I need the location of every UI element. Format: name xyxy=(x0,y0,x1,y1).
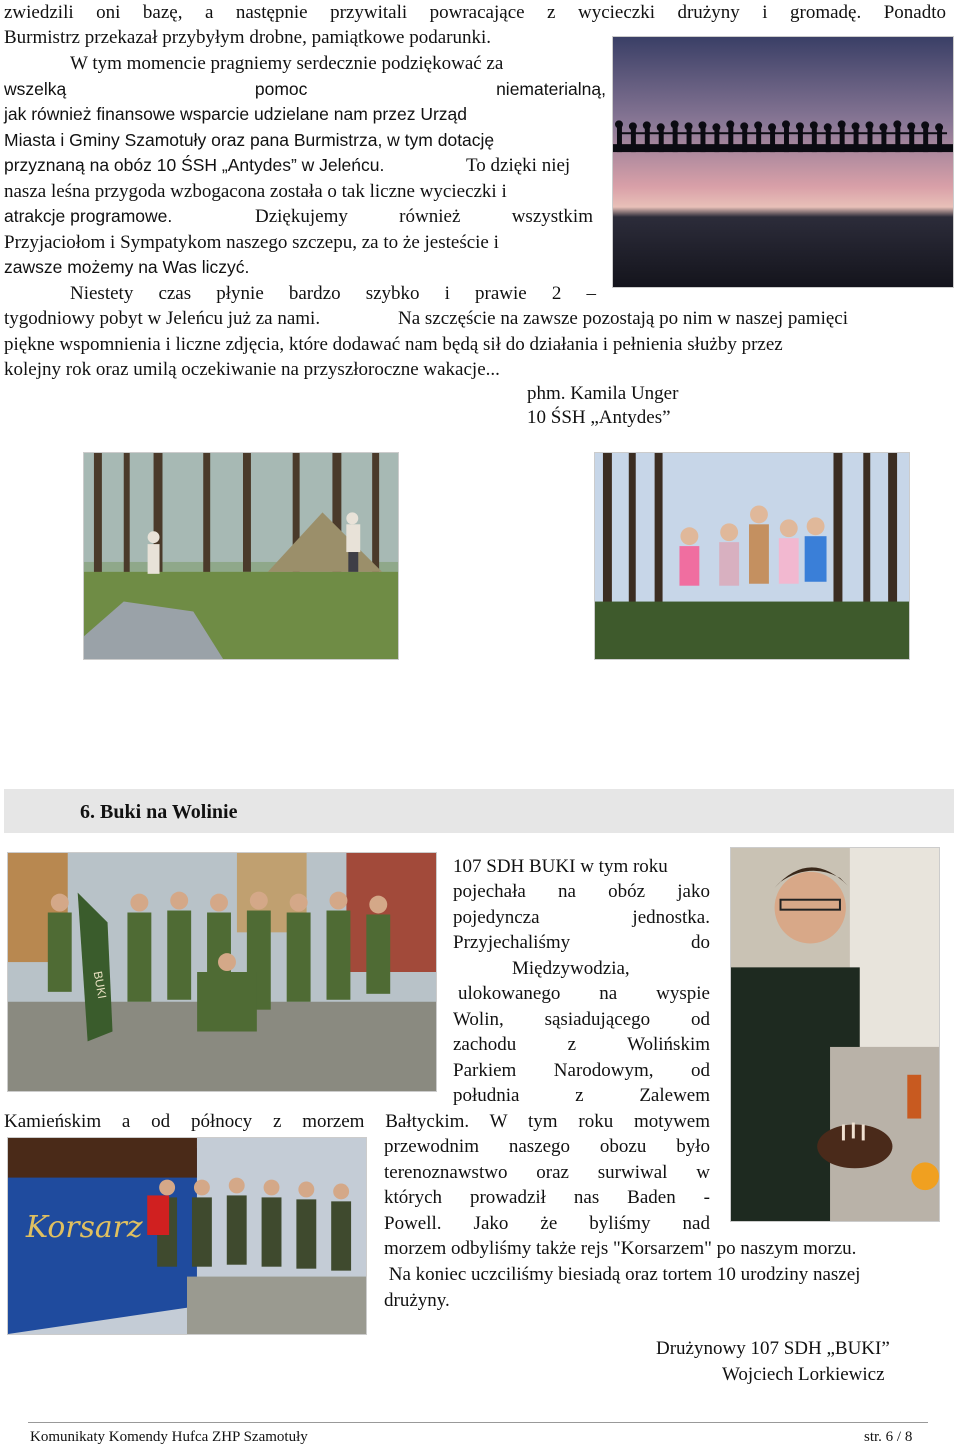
text-line: nasza leśna przygoda wzbogacona została o tak liczne wycieczki i xyxy=(4,181,507,202)
text-line: Burmistrz przekazał przybyłym drobne, pamiątkowe podarunki. xyxy=(4,27,491,48)
text-line: zwiedzili oni bazę, a następnie przywitali powracające z wycieczki drużyny i gromadę. Ponadto xyxy=(4,2,946,23)
page-number: str. 6 / 8 xyxy=(864,1429,913,1445)
footer-divider xyxy=(28,1422,928,1423)
signature-name: Wojciech Lorkiewicz xyxy=(722,1364,885,1385)
text-line: Niestety czas płynie bardzo szybko i prawie 2 – xyxy=(70,283,596,304)
text-line: jak również finansowe wsparcie udzielane nam przez Urząd xyxy=(4,104,467,124)
text-line: przyznaną na obóz 10 ŚSH „Antydes” w Jeleńcu. xyxy=(4,155,385,175)
text-line: Międzywodzia, xyxy=(512,958,630,979)
ship-name: Korsarz xyxy=(25,1210,143,1245)
photo-birthday-cake xyxy=(730,847,940,1222)
text-line: Powell. Jako że byliśmy nad xyxy=(384,1213,710,1234)
text-line: Miasta i Gminy Szamotuły oraz pana Burmistrza, w tym dotację xyxy=(4,130,495,150)
text-line: tygodniowy pobyt w Jeleńcu już za nami. xyxy=(4,308,321,329)
photo-forest-tent xyxy=(83,452,399,660)
text-line: Na szczęście na zawsze pozostają po nim w naszej pamięci xyxy=(398,308,848,329)
text-line: terenoznawstwo oraz surwiwal w xyxy=(384,1162,710,1183)
photo-sunset-beach xyxy=(612,36,954,288)
text-line: ulokowanego na wyspie xyxy=(458,983,710,1004)
text-line: zawsze możemy na Was liczyć. xyxy=(4,257,250,277)
text-line: To dzięki niej xyxy=(466,155,571,176)
text-line: kolejny rok oraz umilą oczekiwanie na przyszłoroczne wakacje... xyxy=(4,359,500,380)
text-line: których prowadził nas Baden - xyxy=(384,1187,710,1208)
cake xyxy=(817,1125,892,1169)
signature-unit: 10 ŚSH „Antydes” xyxy=(527,407,671,428)
text-line: Przyjechaliśmy do xyxy=(453,932,710,953)
text-line: drużyny. xyxy=(384,1290,450,1311)
text-line: południa z Zalewem xyxy=(453,1085,710,1106)
text-line: atrakcje programowe. xyxy=(4,206,173,226)
text-line: morzem odbyliśmy także rejs "Korsarzem" po naszym morzu. xyxy=(384,1238,857,1259)
text-line: piękne wspomnienia i liczne zdjęcia, które dodawać nam będą sił do działania i pełnienia służby przez xyxy=(4,334,783,355)
text-line: Przyjaciołom i Sympatykom naszego szczepu, za to że jesteście i xyxy=(4,232,499,253)
text-line: Parkiem Narodowym, od xyxy=(453,1060,710,1081)
text-line: Wolin, sąsiadującego od xyxy=(453,1009,710,1030)
flag-text: BUKI xyxy=(90,970,110,1000)
text-line: Kamieńskim a od północy z morzem Bałtyckim. W tym roku motywem xyxy=(4,1111,710,1132)
text-line: Dziękujemy również wszystkim xyxy=(255,206,593,227)
photo-children-forest xyxy=(594,452,910,660)
text-line: pojechała na obóz jako xyxy=(453,881,710,902)
text-line: Na koniec uczciliśmy biesiadą oraz tortem 10 urodziny naszej xyxy=(384,1264,861,1285)
text-line: przewodnim naszego obozu było xyxy=(384,1136,710,1157)
signature-role: Drużynowy 107 SDH „BUKI” xyxy=(656,1338,890,1359)
text-line: 107 SDH BUKI w tym roku xyxy=(453,856,668,877)
text-line: pojedyncza jednostka. xyxy=(453,907,710,928)
signature-name: phm. Kamila Unger xyxy=(527,383,679,404)
section-title: 6. Buki na Wolinie xyxy=(80,801,238,823)
text-line: W tym momencie pragniemy serdecznie podziękować za xyxy=(70,53,504,74)
text-line: zachodu z Wolińskim xyxy=(453,1034,710,1055)
text-line: wszelką pomoc niematerialną, xyxy=(4,79,606,99)
footer-publication: Komunikaty Komendy Hufca ZHP Szamotuły xyxy=(30,1429,308,1445)
photo-scouts-group xyxy=(7,852,437,1092)
photo-korsarz-ship xyxy=(7,1137,367,1335)
